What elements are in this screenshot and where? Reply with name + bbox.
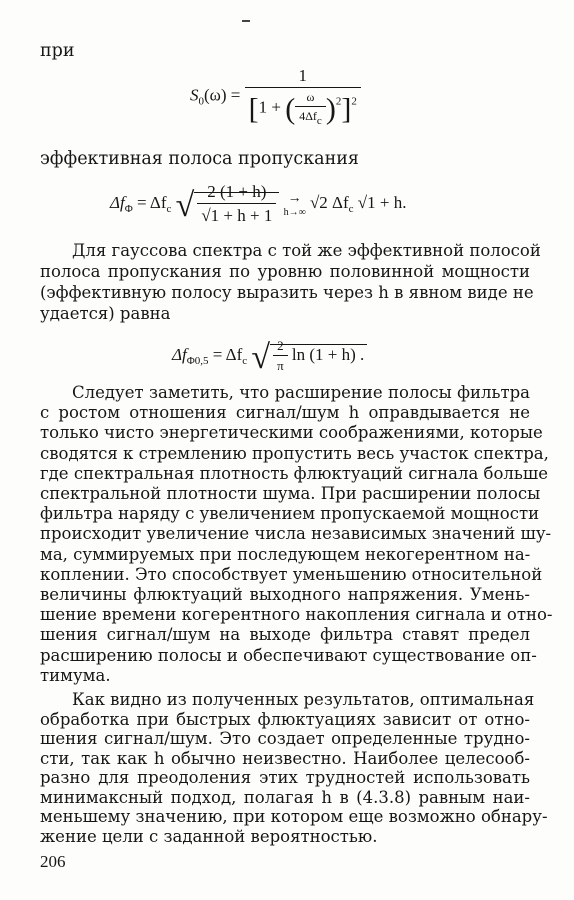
para3-line-2: обработка при быстрых флюктуациях зависит от отно- bbox=[40, 709, 530, 729]
para2-line-5: где спектральная плотность флюктуаций сигнала больше bbox=[40, 463, 548, 483]
para2-line-11: величины флюктуаций выходного напряжения. Умень- bbox=[40, 585, 530, 604]
intro-word: при bbox=[40, 41, 75, 61]
para1-line-2: полоса пропускания по уровню половинной мощности bbox=[40, 262, 530, 281]
spectrum-fraction: 1 [1 + ( $\frac{\omega}{\text{4Δfc}}$ )$^2$]$^2$ bbox=[245, 66, 361, 127]
equation-spectrum: $S_0(\omega)$ = 1 [1 + ( $\frac{\omega}{\text{4Δfc}}$ )$^2$]$^2$ bbox=[190, 66, 361, 127]
para2-line-10: коплении. Это способствует уменьшению относительной bbox=[40, 564, 543, 584]
para3-line-7: меньшему значению, при котором еще возможно обнару- bbox=[40, 807, 548, 826]
para1-line-1: Для гауссова спектра с той же эффективной полосой bbox=[72, 241, 541, 260]
para2-line-2: с ростом отношения сигнал/шум h оправдывается не bbox=[40, 403, 530, 423]
equation-gaussian-bandwidth: $\Delta f_{\Phi 0,5} = \Delta f_c$ √ $\frac{2}{\pi}$ ln (1 + h) . bbox=[172, 338, 367, 377]
para2-line-9: ма, суммируемых при последующем некогерентном на- bbox=[40, 544, 531, 564]
para2-line-8: происходит увеличение числа независимых значений шу- bbox=[40, 524, 552, 544]
para3-line-3: шения сигнал/шум. Это создает определенные трудно- bbox=[40, 729, 530, 748]
print-speck bbox=[242, 20, 250, 22]
para2-line-15: тимума. bbox=[40, 665, 111, 685]
para2-line-4: сводятся к стремлению пропустить весь участок спектра, bbox=[40, 443, 549, 463]
para3-line-4: сти, так как h обычно неизвестно. Наиболее целесооб- bbox=[40, 748, 530, 768]
para1-line-3: (эффективную полосу выразить через h в явном виде не bbox=[40, 283, 534, 302]
para3-line-1: Как видно из полученных результатов, оптимальная bbox=[72, 690, 535, 709]
para2-line-13: шения сигнал/шум на выходе фильтра ставят предел bbox=[40, 625, 530, 645]
para3-line-6: минимаксный подход, полагая h в (4.3.8) равным наи- bbox=[40, 787, 530, 807]
para2-line-7: фильтра наряду с увеличением пропускаемой мощности bbox=[40, 504, 540, 524]
page-number: 206 bbox=[40, 852, 66, 871]
para2-line-12: шение времени когерентного накопления сигнала и отно- bbox=[40, 605, 553, 625]
para3-line-5: разно для преодоления этих трудностей использовать bbox=[40, 768, 530, 787]
bandwidth-line: эффективная полоса пропускания bbox=[40, 149, 359, 169]
para3-line-8: жение цели с заданной вероятностью. bbox=[40, 826, 378, 846]
para2-line-14: расширению полосы и обеспечивают существование оп- bbox=[40, 645, 537, 665]
para2-line-1: Следует заметить, что расширение полосы фильтра bbox=[72, 383, 530, 402]
para1-line-4: удается) равна bbox=[40, 304, 171, 323]
para2-line-3: только чисто энергетическими соображениями, которые bbox=[40, 423, 543, 443]
equation-effective-bandwidth: $\Delta f_\Phi = \Delta f_c$ √ $\frac{2 (1 + h)}{√1 + h + 1}$ → h→∞ √2 $\Delta f_c$ √1 + h. bbox=[110, 182, 407, 225]
para2-line-6: спектральной плотности шума. При расширении полосы bbox=[40, 484, 541, 503]
